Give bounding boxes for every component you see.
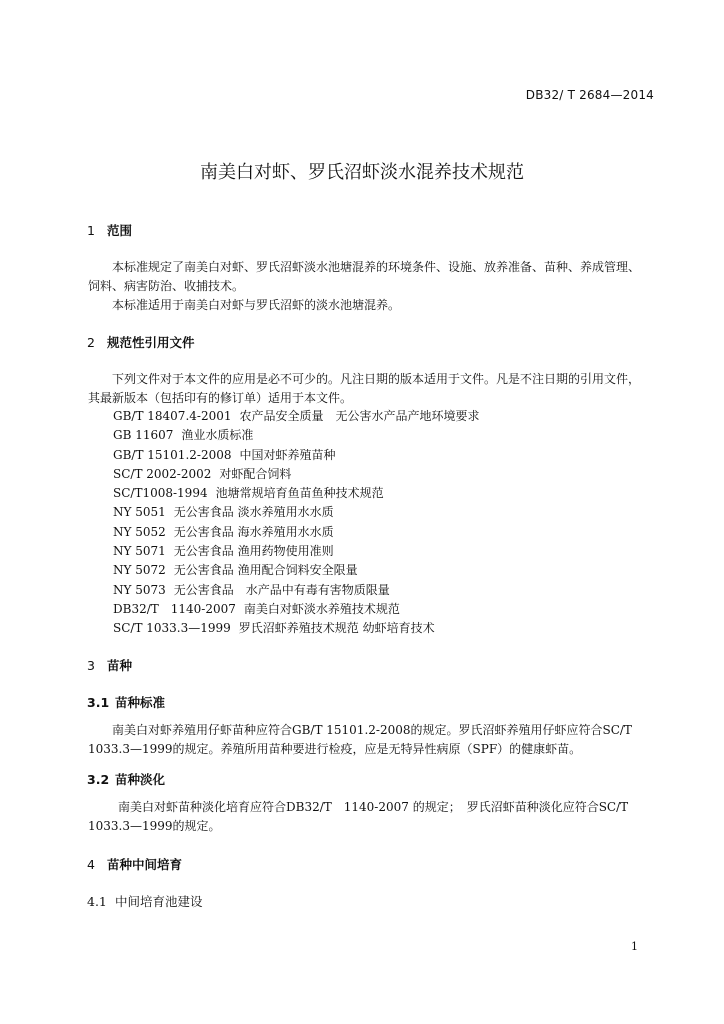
reference-item [113,542,480,561]
paragraph-line: 南美白对虾苗种淡化培育应符合DB32/T 1140-2007 的规定； 罗氏沼虾苗种淡化应符合SC/T [118,800,629,814]
section-number: 1 [87,223,95,238]
paragraph-line: 下列文件对于本文件的应用是必不可少的。凡注日期的版本适用于文件。凡是不注日期的引用文件， [112,372,641,386]
reference-code: NY 5072 [113,563,166,578]
paragraph-line: 1033.3—1999的规定。 [88,819,221,833]
reference-name: 农产品安全质量 无公害水产品产地环境要求 [239,409,480,423]
reference-name: 罗氏沼虾养殖技术规范 幼虾培育技术 [238,621,435,636]
section-number: 2 [87,335,95,350]
section-title: 规范性引用文件 [107,335,195,350]
paragraph-line: 其最新版本（包括印有的修订单）适用于本文件。 [88,391,353,405]
section-3-2-body [88,798,658,836]
reference-item [113,465,480,484]
reference-name: 无公害食品 淡水养殖用水水质 [173,505,334,520]
paragraph-line: 南美白对虾养殖用仔虾苗种应符合GB/T 15101.2-2008的规定。罗氏沼虾养殖用仔虾应符合SC/T [112,723,632,737]
section-1-heading [87,221,132,239]
reference-item [113,407,480,426]
reference-item [113,619,480,638]
reference-name: 无公害食品 渔用药物使用准则 [173,544,334,559]
reference-code: SC/T 1033.3—1999 [113,621,231,636]
section-title: 苗种中间培育 [107,857,183,872]
section-2-intro [88,370,658,408]
reference-name: 无公害食品 渔用配合饲料安全限量 [173,563,358,578]
reference-name: 对虾配合饲料 [219,466,292,481]
standard-code: DB32/ T 2684—2014 [525,88,654,102]
section-number: 4 [87,857,95,872]
paragraph-line: 本标准适用于南美白对虾与罗氏沼虾的淡水池塘混养。 [112,298,401,312]
section-1-body [88,258,658,315]
reference-item [113,600,480,619]
section-number: 3 [87,658,95,673]
section-4-heading [87,855,182,873]
reference-list [113,407,480,639]
subsection-number: 4.1 [87,894,107,909]
document-title: 南美白对虾、罗氏沼虾淡水混养技术规范 [200,162,524,183]
section-4-1-heading [87,892,203,910]
subsection-number: 3.2 [87,772,110,787]
page-number: 1 [631,940,638,953]
paragraph-line: 本标准规定了南美白对虾、罗氏沼虾淡水池塘混养的环境条件、设施、放养准备、苗种、养成管理、 [112,260,641,274]
reference-name: 南美白对虾淡水养殖技术规范 [243,601,400,616]
subsection-number: 3.1 [87,695,110,710]
reference-code: GB/T 18407.4-2001 [113,409,232,423]
reference-code: SC/T1008-1994 [113,486,208,501]
reference-name: 池塘常规培育鱼苗鱼种技术规范 [215,486,384,501]
section-3-1-heading [87,693,165,711]
reference-code: GB/T 15101.2-2008 [113,447,232,462]
section-3-1-body [88,721,658,759]
reference-item [113,503,480,522]
subsection-title: 苗种标准 [115,695,166,710]
subsection-title: 苗种淡化 [115,772,166,787]
section-3-heading [87,656,132,674]
reference-item [113,426,480,445]
reference-item [113,523,480,542]
reference-name: 无公害食品 水产品中有毒有害物质限量 [173,582,390,597]
reference-code: NY 5073 [113,582,166,597]
subsection-title: 中间培育池建设 [115,894,203,909]
paragraph-line: 饲料、病害防治、收捕技术。 [88,279,245,293]
section-2-heading [87,333,195,351]
reference-code: SC/T 2002-2002 [113,466,212,481]
section-3-2-heading [87,770,165,788]
reference-item [113,581,480,600]
reference-item [113,484,480,503]
reference-name: 渔业水质标准 [181,428,254,443]
reference-code: NY 5071 [113,544,166,559]
reference-name: 中国对虾养殖苗种 [239,447,336,462]
paragraph-line: 1033.3—1999的规定。养殖所用苗种要进行检疫，应是无特异性病原（SPF）的健康虾苗。 [88,742,582,756]
reference-code: NY 5051 [113,505,166,520]
section-title: 苗种 [107,658,133,673]
reference-name: 无公害食品 海水养殖用水水质 [173,524,334,539]
reference-code: DB32/T 1140-2007 [113,601,236,616]
reference-code: NY 5052 [113,524,166,539]
reference-item [113,561,480,580]
reference-item [113,446,480,465]
reference-code: GB 11607 [113,428,174,443]
section-title: 范围 [107,223,133,238]
